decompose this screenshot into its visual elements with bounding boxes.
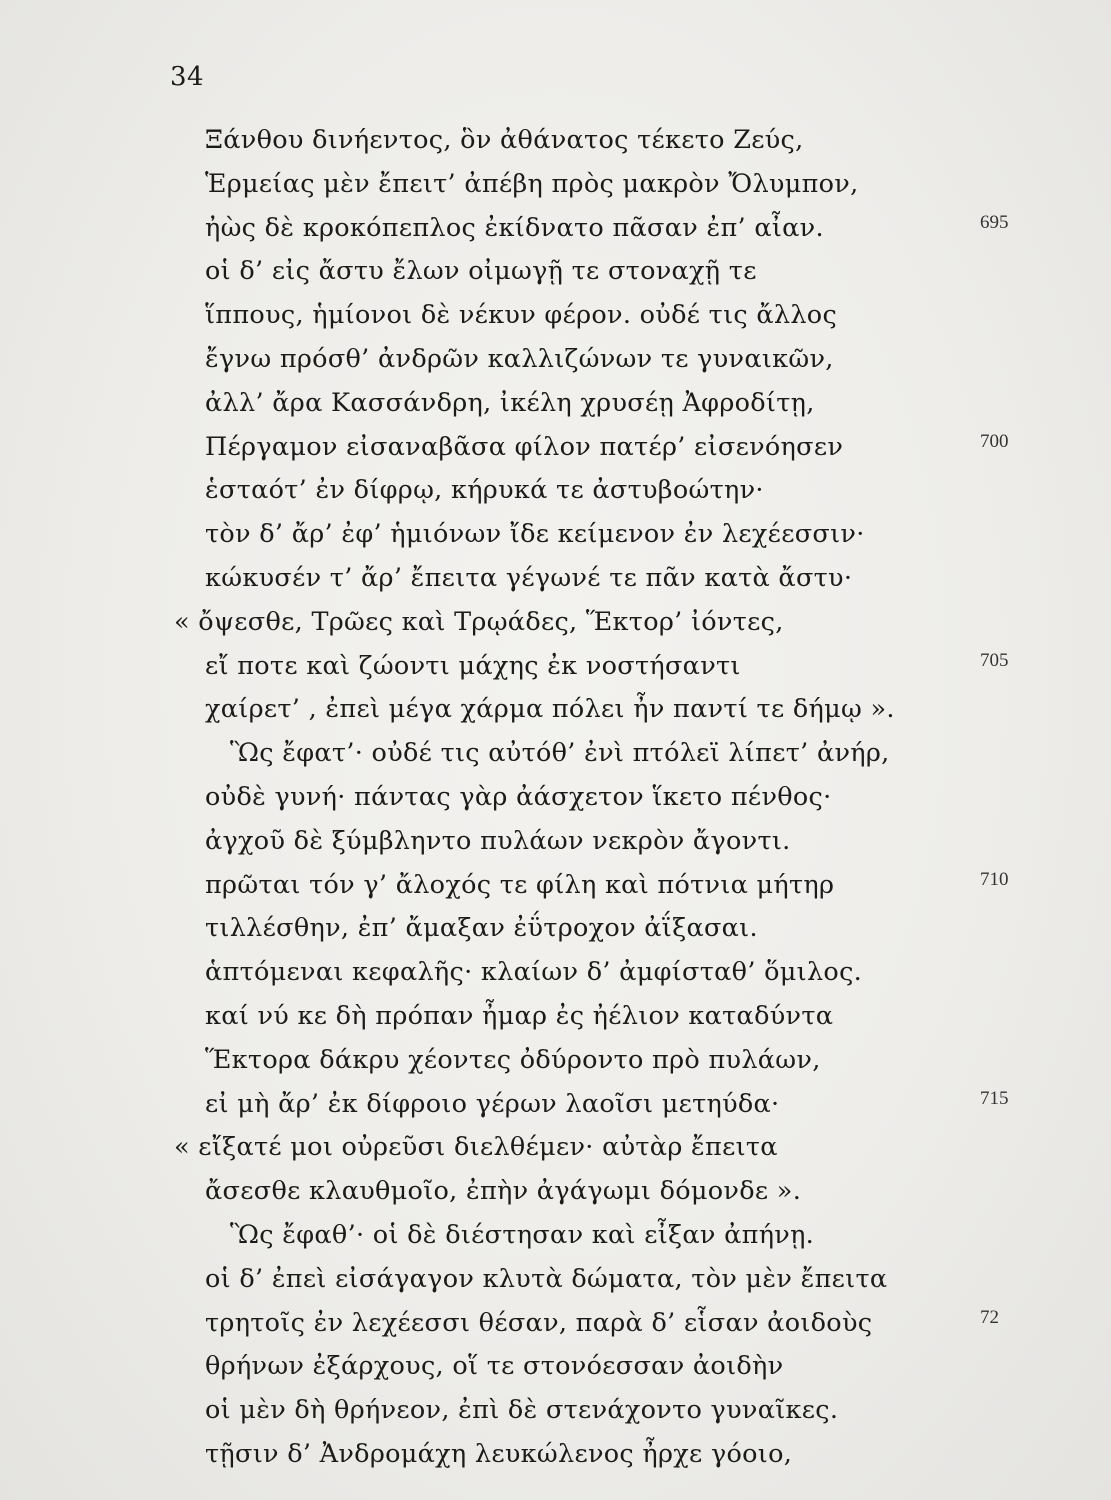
- verse-text: « ὄψεσθε, Τρῶες καὶ Τρῳάδες, Ἕκτορ’ ἰόντες,: [174, 606, 784, 637]
- verse-line: [0, 120, 1111, 168]
- verse-line: [0, 952, 1111, 1000]
- verse-text: « εἴξατέ μοι οὐρεῦσι διελθέμεν· αὐτὰρ ἔπειτα: [174, 1132, 778, 1163]
- verse-line: [0, 1346, 1111, 1394]
- verse-line: [0, 1215, 1111, 1263]
- verse-line: [0, 646, 1111, 694]
- verse-text: καί νύ κε δὴ πρόπαν ἦμαρ ἐς ἠέλιον καταδύντα: [205, 1001, 834, 1031]
- verse-line: [0, 1171, 1111, 1219]
- verse-text: ἁπτόμεναι κεφαλῆς· κλαίων δ’ ἀμφίσταθ’ ὅμιλος.: [205, 957, 863, 988]
- verse-line: [0, 1390, 1111, 1438]
- verse-line: [0, 733, 1111, 781]
- verse-line: [0, 1127, 1111, 1175]
- verse-line: [0, 558, 1111, 606]
- verse-line: [0, 996, 1111, 1044]
- verse-text: ἄσεσθε κλαυθμοῖο, ἐπὴν ἀγάγωμι δόμονδε ».: [205, 1176, 802, 1207]
- verse-text: ἑσταότ’ ἐν δίφρῳ, κήρυκά τε ἀστυβοώτην·: [205, 475, 764, 506]
- verse-text: τρητοῖς ἐν λεχέεσσι θέσαν, παρὰ δ’ εἷσαν ἀοιδοὺς: [205, 1307, 873, 1338]
- verse-text: οὐδὲ γυνή· πάντας γὰρ ἀάσχετον ἵκετο πένθος·: [205, 782, 832, 812]
- verse-line: [0, 1040, 1111, 1088]
- verse-line: [0, 602, 1111, 650]
- verse-text: Πέργαμον εἰσαναβᾶσα φίλον πατέρ’ εἰσενόησεν: [205, 431, 844, 462]
- verse-text: Ὣς ἔφατ’· οὐδέ τις αὐτόθ’ ἐνὶ πτόλεϊ λίπετ’ ἀνήρ,: [230, 738, 890, 769]
- verse-line: [0, 208, 1111, 256]
- verse-line: [0, 865, 1111, 913]
- verse-text: θρήνων ἐξάρχους, οἵ τε στονόεσσαν ἀοιδὴν: [205, 1351, 784, 1382]
- verse-text: οἱ μὲν δὴ θρήνεον, ἐπὶ δὲ στενάχοντο γυναῖκες.: [205, 1395, 839, 1426]
- verse-line: [0, 470, 1111, 518]
- verse-text: Ἕκτορα δάκρυ χέοντες ὀδύροντο πρὸ πυλάων,: [205, 1044, 821, 1075]
- verse-text: Ξάνθου δινήεντος, ὃν ἀθάνατος τέκετο Ζεύς,: [205, 125, 804, 155]
- verse-text: ἀλλ’ ἄρα Κασσάνδρη, ἰκέλη χρυσέῃ Ἀφροδίτῃ,: [205, 387, 815, 418]
- line-number: 700: [980, 430, 1009, 452]
- verse-line: [0, 339, 1111, 387]
- verse-line: [0, 689, 1111, 737]
- verse-text: τῇσιν δ’ Ἀνδρομάχη λευκώλενος ἦρχε γόοιο,: [205, 1439, 793, 1469]
- verse-text: κώκυσέν τ’ ἄρ’ ἔπειτα γέγωνέ τε πᾶν κατὰ ἄστυ·: [205, 563, 853, 593]
- verse-text: χαίρετ’ , ἐπεὶ μέγα χάρμα πόλει ἦν παντί τε δήμῳ ».: [205, 694, 895, 725]
- verse-line: [0, 295, 1111, 343]
- verse-line: [0, 514, 1111, 562]
- verse-text: οἱ δ’ ἐπεὶ εἰσάγαγον κλυτὰ δώματα, τὸν μὲν ἔπειτα: [205, 1263, 888, 1294]
- verse-line: [0, 251, 1111, 299]
- line-number: 715: [980, 1087, 1009, 1109]
- verse-text: Ἑρμείας μὲν ἔπειτ’ ἀπέβη πρὸς μακρὸν Ὄλυμπον,: [205, 168, 859, 199]
- line-number: 72: [980, 1306, 999, 1328]
- line-number: 695: [980, 211, 1009, 233]
- verse-line: [0, 1084, 1111, 1132]
- verse-text: ἔγνω πρόσθ’ ἀνδρῶν καλλιζώνων τε γυναικῶν,: [205, 344, 834, 374]
- verse-line: [0, 777, 1111, 825]
- line-number: 710: [980, 868, 1009, 890]
- verse-text: ἀγχοῦ δὲ ξύμβληντο πυλάων νεκρὸν ἄγοντι.: [205, 825, 791, 856]
- page-number: 34: [170, 62, 205, 92]
- verse-text: πρῶται τόν γ’ ἄλοχός τε φίλη καὶ πότνια μήτηρ: [205, 869, 835, 900]
- verse-text: τὸν δ’ ἄρ’ ἐφ’ ἡμιόνων ἴδε κείμενον ἐν λεχέεσσιν·: [205, 519, 865, 550]
- verse-line: [0, 908, 1111, 956]
- verse-text: εἴ ποτε καὶ ζώοντι μάχης ἐκ νοστήσαντι: [205, 650, 741, 681]
- verse-line: [0, 1303, 1111, 1351]
- verse-text: ἠὼς δὲ κροκόπεπλος ἐκίδνατο πᾶσαν ἐπ’ αἶαν.: [205, 212, 824, 243]
- verse-line: [0, 821, 1111, 869]
- verse-line: [0, 427, 1111, 475]
- line-number: 705: [980, 649, 1009, 671]
- verse-text: εἰ μὴ ἄρ’ ἐκ δίφροιο γέρων λαοῖσι μετηύδα·: [205, 1088, 780, 1119]
- verse-text: ἵππους, ἡμίονοι δὲ νέκυν φέρον. οὐδέ τις ἄλλος: [205, 300, 838, 331]
- verse-line: [0, 164, 1111, 212]
- verse-text: οἱ δ’ εἰς ἄστυ ἔλων οἰμωγῇ τε στοναχῇ τε: [205, 256, 757, 287]
- verse-line: [0, 1434, 1111, 1482]
- verse-text: τιλλέσθην, ἐπ’ ἄμαξαν ἐΰτροχον ἀΐξασαι.: [205, 913, 758, 944]
- verse-line: [0, 383, 1111, 431]
- verse-line: [0, 1259, 1111, 1307]
- verse-text: Ὣς ἔφαθ’· οἱ δὲ διέστησαν καὶ εἶξαν ἀπήνῃ.: [230, 1220, 815, 1250]
